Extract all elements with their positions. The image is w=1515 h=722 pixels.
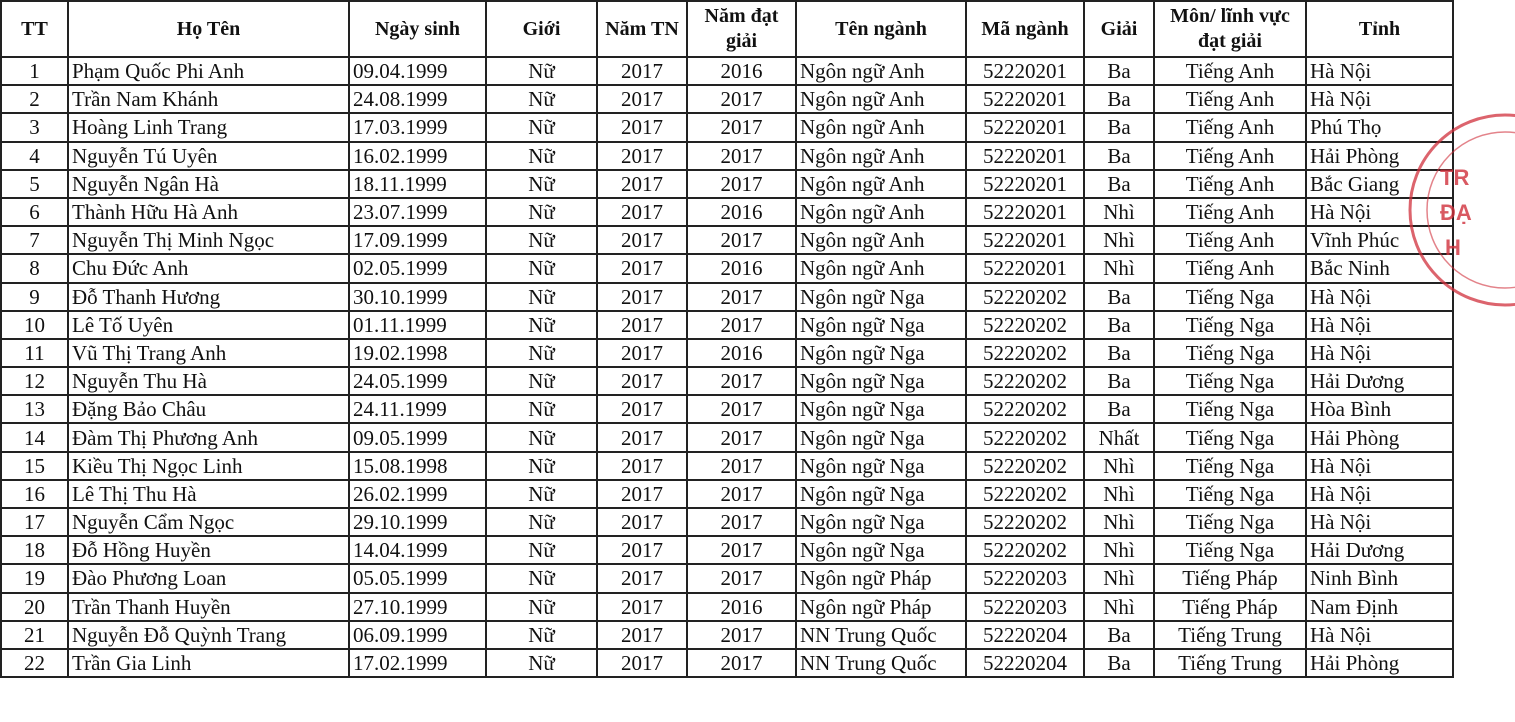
cell-award-year: 2017 [687, 395, 796, 423]
cell-major: Ngôn ngữ Nga [796, 480, 966, 508]
cell-major-code: 52220201 [966, 85, 1084, 113]
cell-name: Đàm Thị Phương Anh [68, 423, 349, 451]
cell-name: Thành Hữu Hà Anh [68, 198, 349, 226]
table-row [1, 367, 1453, 395]
table-row [1, 536, 1453, 564]
cell-major-code: 52220202 [966, 480, 1084, 508]
cell-field: Tiếng Nga [1154, 423, 1306, 451]
cell-dob: 05.05.1999 [349, 564, 486, 592]
cell-major: Ngôn ngữ Anh [796, 85, 966, 113]
cell-name: Đỗ Hồng Huyền [68, 536, 349, 564]
header-gender: Giới [486, 1, 597, 57]
cell-prize: Nhì [1084, 254, 1154, 282]
cell-name: Hoàng Linh Trang [68, 113, 349, 141]
cell-major-code: 52220204 [966, 621, 1084, 649]
cell-field: Tiếng Anh [1154, 170, 1306, 198]
table-row [1, 564, 1453, 592]
cell-gender: Nữ [486, 649, 597, 677]
cell-field: Tiếng Trung [1154, 621, 1306, 649]
header-row [1, 1, 1453, 57]
cell-award-year: 2017 [687, 85, 796, 113]
cell-major: Ngôn ngữ Anh [796, 198, 966, 226]
cell-major-code: 52220202 [966, 339, 1084, 367]
cell-field: Tiếng Nga [1154, 452, 1306, 480]
header-major-code: Mã ngành [966, 1, 1084, 57]
cell-award-year: 2017 [687, 283, 796, 311]
cell-gender: Nữ [486, 395, 597, 423]
cell-dob: 15.08.1998 [349, 452, 486, 480]
cell-grad-year: 2017 [597, 339, 687, 367]
cell-major: Ngôn ngữ Pháp [796, 593, 966, 621]
cell-prize: Ba [1084, 142, 1154, 170]
table-row [1, 311, 1453, 339]
header-province: Tỉnh [1306, 1, 1453, 57]
cell-prize: Nhì [1084, 452, 1154, 480]
cell-gender: Nữ [486, 480, 597, 508]
cell-province: Hà Nội [1306, 85, 1453, 113]
cell-tt: 10 [1, 311, 68, 339]
cell-gender: Nữ [486, 311, 597, 339]
cell-prize: Nhì [1084, 564, 1154, 592]
table-row [1, 113, 1453, 141]
cell-province: Nam Định [1306, 593, 1453, 621]
cell-prize: Ba [1084, 649, 1154, 677]
cell-grad-year: 2017 [597, 170, 687, 198]
cell-prize: Nhì [1084, 480, 1154, 508]
cell-major: NN Trung Quốc [796, 621, 966, 649]
cell-dob: 02.05.1999 [349, 254, 486, 282]
table-row [1, 226, 1453, 254]
cell-province: Hải Phòng [1306, 423, 1453, 451]
cell-major-code: 52220201 [966, 113, 1084, 141]
cell-major: Ngôn ngữ Anh [796, 57, 966, 85]
cell-award-year: 2017 [687, 508, 796, 536]
cell-grad-year: 2017 [597, 621, 687, 649]
cell-grad-year: 2017 [597, 311, 687, 339]
cell-field: Tiếng Anh [1154, 198, 1306, 226]
cell-award-year: 2016 [687, 254, 796, 282]
cell-name: Nguyễn Ngân Hà [68, 170, 349, 198]
svg-text:H: H [1445, 235, 1461, 260]
cell-name: Nguyễn Cẩm Ngọc [68, 508, 349, 536]
cell-major-code: 52220202 [966, 508, 1084, 536]
cell-grad-year: 2017 [597, 226, 687, 254]
table-row [1, 423, 1453, 451]
cell-tt: 15 [1, 452, 68, 480]
cell-province: Hải Phòng [1306, 142, 1453, 170]
cell-major-code: 52220202 [966, 283, 1084, 311]
cell-tt: 21 [1, 621, 68, 649]
table-row [1, 452, 1453, 480]
cell-field: Tiếng Anh [1154, 226, 1306, 254]
cell-grad-year: 2017 [597, 564, 687, 592]
cell-province: Hà Nội [1306, 283, 1453, 311]
header-tt: TT [1, 1, 68, 57]
cell-dob: 23.07.1999 [349, 198, 486, 226]
cell-field: Tiếng Nga [1154, 536, 1306, 564]
cell-grad-year: 2017 [597, 452, 687, 480]
cell-field: Tiếng Nga [1154, 508, 1306, 536]
table-row [1, 254, 1453, 282]
cell-prize: Nhì [1084, 593, 1154, 621]
cell-field: Tiếng Nga [1154, 480, 1306, 508]
cell-province: Hòa Bình [1306, 395, 1453, 423]
cell-prize: Ba [1084, 170, 1154, 198]
cell-major: Ngôn ngữ Nga [796, 508, 966, 536]
cell-major-code: 52220202 [966, 536, 1084, 564]
cell-major: Ngôn ngữ Anh [796, 113, 966, 141]
cell-grad-year: 2017 [597, 423, 687, 451]
cell-name: Đặng Bảo Châu [68, 395, 349, 423]
cell-name: Trần Thanh Huyền [68, 593, 349, 621]
cell-tt: 16 [1, 480, 68, 508]
cell-province: Phú Thọ [1306, 113, 1453, 141]
table-row [1, 508, 1453, 536]
table-row [1, 170, 1453, 198]
cell-major: NN Trung Quốc [796, 649, 966, 677]
cell-tt: 8 [1, 254, 68, 282]
cell-name: Trần Gia Linh [68, 649, 349, 677]
cell-dob: 30.10.1999 [349, 283, 486, 311]
table-row [1, 57, 1453, 85]
cell-tt: 5 [1, 170, 68, 198]
cell-award-year: 2017 [687, 311, 796, 339]
cell-province: Hà Nội [1306, 508, 1453, 536]
cell-major-code: 52220201 [966, 170, 1084, 198]
cell-field: Tiếng Anh [1154, 113, 1306, 141]
cell-gender: Nữ [486, 283, 597, 311]
cell-gender: Nữ [486, 142, 597, 170]
header-major: Tên ngành [796, 1, 966, 57]
cell-field: Tiếng Pháp [1154, 593, 1306, 621]
cell-award-year: 2017 [687, 564, 796, 592]
cell-major: Ngôn ngữ Anh [796, 170, 966, 198]
cell-gender: Nữ [486, 226, 597, 254]
cell-major: Ngôn ngữ Pháp [796, 564, 966, 592]
cell-gender: Nữ [486, 170, 597, 198]
cell-province: Hà Nội [1306, 480, 1453, 508]
cell-major: Ngôn ngữ Nga [796, 311, 966, 339]
cell-major: Ngôn ngữ Nga [796, 536, 966, 564]
svg-text:ĐẠ: ĐẠ [1440, 200, 1472, 225]
cell-gender: Nữ [486, 339, 597, 367]
cell-prize: Ba [1084, 339, 1154, 367]
svg-text:TR: TR [1440, 165, 1470, 190]
cell-province: Hà Nội [1306, 452, 1453, 480]
cell-gender: Nữ [486, 57, 597, 85]
cell-gender: Nữ [486, 564, 597, 592]
cell-grad-year: 2017 [597, 480, 687, 508]
cell-major-code: 52220203 [966, 564, 1084, 592]
cell-prize: Nhì [1084, 226, 1154, 254]
cell-name: Nguyễn Thị Minh Ngọc [68, 226, 349, 254]
cell-province: Vĩnh Phúc [1306, 226, 1453, 254]
cell-major-code: 52220202 [966, 395, 1084, 423]
cell-major-code: 52220202 [966, 452, 1084, 480]
cell-grad-year: 2017 [597, 508, 687, 536]
cell-dob: 06.09.1999 [349, 621, 486, 649]
cell-province: Hải Dương [1306, 536, 1453, 564]
cell-grad-year: 2017 [597, 254, 687, 282]
cell-award-year: 2017 [687, 170, 796, 198]
cell-field: Tiếng Pháp [1154, 564, 1306, 592]
table-row [1, 339, 1453, 367]
cell-field: Tiếng Anh [1154, 254, 1306, 282]
header-prize: Giải [1084, 1, 1154, 57]
cell-dob: 26.02.1999 [349, 480, 486, 508]
header-name: Họ Tên [68, 1, 349, 57]
cell-name: Lê Thị Thu Hà [68, 480, 349, 508]
cell-major: Ngôn ngữ Anh [796, 142, 966, 170]
cell-dob: 19.02.1998 [349, 339, 486, 367]
header-field: Môn/ lĩnh vực đạt giải [1154, 1, 1306, 57]
cell-dob: 27.10.1999 [349, 593, 486, 621]
cell-award-year: 2016 [687, 339, 796, 367]
cell-tt: 6 [1, 198, 68, 226]
cell-grad-year: 2017 [597, 283, 687, 311]
cell-award-year: 2017 [687, 621, 796, 649]
cell-grad-year: 2017 [597, 649, 687, 677]
cell-tt: 22 [1, 649, 68, 677]
cell-grad-year: 2017 [597, 57, 687, 85]
cell-major: Ngôn ngữ Nga [796, 339, 966, 367]
cell-name: Lê Tố Uyên [68, 311, 349, 339]
cell-prize: Nhì [1084, 508, 1154, 536]
cell-tt: 14 [1, 423, 68, 451]
table-row [1, 283, 1453, 311]
cell-major-code: 52220204 [966, 649, 1084, 677]
cell-name: Nguyễn Tú Uyên [68, 142, 349, 170]
cell-prize: Nhất [1084, 423, 1154, 451]
cell-major: Ngôn ngữ Nga [796, 395, 966, 423]
cell-major-code: 52220202 [966, 423, 1084, 451]
cell-award-year: 2017 [687, 226, 796, 254]
header-dob: Ngày sinh [349, 1, 486, 57]
cell-name: Trần Nam Khánh [68, 85, 349, 113]
cell-tt: 18 [1, 536, 68, 564]
cell-field: Tiếng Nga [1154, 339, 1306, 367]
cell-major-code: 52220201 [966, 198, 1084, 226]
cell-name: Nguyễn Thu Hà [68, 367, 349, 395]
cell-dob: 24.11.1999 [349, 395, 486, 423]
cell-gender: Nữ [486, 536, 597, 564]
cell-major-code: 52220201 [966, 254, 1084, 282]
cell-dob: 17.09.1999 [349, 226, 486, 254]
cell-major-code: 52220201 [966, 226, 1084, 254]
cell-province: Hà Nội [1306, 339, 1453, 367]
cell-dob: 17.03.1999 [349, 113, 486, 141]
cell-field: Tiếng Anh [1154, 142, 1306, 170]
cell-province: Hà Nội [1306, 57, 1453, 85]
cell-major: Ngôn ngữ Anh [796, 254, 966, 282]
cell-dob: 09.05.1999 [349, 423, 486, 451]
cell-field: Tiếng Nga [1154, 283, 1306, 311]
cell-major: Ngôn ngữ Nga [796, 423, 966, 451]
table-row [1, 621, 1453, 649]
cell-tt: 12 [1, 367, 68, 395]
cell-field: Tiếng Nga [1154, 311, 1306, 339]
cell-gender: Nữ [486, 254, 597, 282]
cell-province: Hải Phòng [1306, 649, 1453, 677]
cell-grad-year: 2017 [597, 536, 687, 564]
cell-major-code: 52220202 [966, 311, 1084, 339]
cell-tt: 20 [1, 593, 68, 621]
cell-name: Phạm Quốc Phi Anh [68, 57, 349, 85]
cell-award-year: 2017 [687, 142, 796, 170]
header-grad-year: Năm TN [597, 1, 687, 57]
cell-dob: 01.11.1999 [349, 311, 486, 339]
cell-award-year: 2017 [687, 367, 796, 395]
cell-field: Tiếng Nga [1154, 395, 1306, 423]
cell-prize: Ba [1084, 113, 1154, 141]
cell-tt: 13 [1, 395, 68, 423]
table-row [1, 85, 1453, 113]
cell-award-year: 2017 [687, 536, 796, 564]
cell-award-year: 2016 [687, 593, 796, 621]
cell-prize: Ba [1084, 621, 1154, 649]
cell-major-code: 52220201 [966, 142, 1084, 170]
cell-tt: 7 [1, 226, 68, 254]
cell-award-year: 2017 [687, 423, 796, 451]
cell-prize: Nhì [1084, 198, 1154, 226]
cell-grad-year: 2017 [597, 142, 687, 170]
cell-province: Hà Nội [1306, 311, 1453, 339]
cell-dob: 24.08.1999 [349, 85, 486, 113]
cell-prize: Nhì [1084, 536, 1154, 564]
cell-tt: 1 [1, 57, 68, 85]
cell-tt: 11 [1, 339, 68, 367]
cell-province: Hà Nội [1306, 621, 1453, 649]
cell-name: Nguyễn Đỗ Quỳnh Trang [68, 621, 349, 649]
cell-province: Ninh Bình [1306, 564, 1453, 592]
cell-prize: Ba [1084, 367, 1154, 395]
cell-prize: Ba [1084, 283, 1154, 311]
cell-grad-year: 2017 [597, 198, 687, 226]
cell-award-year: 2016 [687, 57, 796, 85]
cell-gender: Nữ [486, 593, 597, 621]
cell-province: Hải Dương [1306, 367, 1453, 395]
cell-award-year: 2017 [687, 452, 796, 480]
cell-gender: Nữ [486, 452, 597, 480]
cell-province: Bắc Giang [1306, 170, 1453, 198]
cell-name: Đào Phương Loan [68, 564, 349, 592]
table-row [1, 480, 1453, 508]
cell-major-code: 52220201 [966, 57, 1084, 85]
cell-grad-year: 2017 [597, 367, 687, 395]
cell-grad-year: 2017 [597, 85, 687, 113]
cell-tt: 2 [1, 85, 68, 113]
cell-field: Tiếng Nga [1154, 367, 1306, 395]
table-row [1, 593, 1453, 621]
cell-province: Bắc Ninh [1306, 254, 1453, 282]
cell-gender: Nữ [486, 367, 597, 395]
cell-tt: 17 [1, 508, 68, 536]
cell-award-year: 2016 [687, 198, 796, 226]
cell-province: Hà Nội [1306, 198, 1453, 226]
cell-prize: Ba [1084, 85, 1154, 113]
cell-name: Vũ Thị Trang Anh [68, 339, 349, 367]
cell-prize: Ba [1084, 395, 1154, 423]
cell-prize: Ba [1084, 57, 1154, 85]
cell-name: Đỗ Thanh Hương [68, 283, 349, 311]
cell-tt: 3 [1, 113, 68, 141]
cell-gender: Nữ [486, 423, 597, 451]
cell-field: Tiếng Anh [1154, 85, 1306, 113]
cell-field: Tiếng Anh [1154, 57, 1306, 85]
cell-field: Tiếng Trung [1154, 649, 1306, 677]
cell-major-code: 52220202 [966, 367, 1084, 395]
table-row [1, 198, 1453, 226]
cell-name: Kiều Thị Ngọc Linh [68, 452, 349, 480]
cell-tt: 9 [1, 283, 68, 311]
header-award-year: Năm đạt giải [687, 1, 796, 57]
cell-tt: 4 [1, 142, 68, 170]
cell-dob: 14.04.1999 [349, 536, 486, 564]
cell-dob: 29.10.1999 [349, 508, 486, 536]
cell-name: Chu Đức Anh [68, 254, 349, 282]
cell-gender: Nữ [486, 113, 597, 141]
cell-award-year: 2017 [687, 649, 796, 677]
table-row [1, 142, 1453, 170]
cell-dob: 17.02.1999 [349, 649, 486, 677]
cell-major-code: 52220203 [966, 593, 1084, 621]
cell-dob: 18.11.1999 [349, 170, 486, 198]
cell-major: Ngôn ngữ Anh [796, 226, 966, 254]
cell-major: Ngôn ngữ Nga [796, 367, 966, 395]
cell-grad-year: 2017 [597, 113, 687, 141]
cell-dob: 09.04.1999 [349, 57, 486, 85]
cell-major: Ngôn ngữ Nga [796, 283, 966, 311]
cell-dob: 24.05.1999 [349, 367, 486, 395]
cell-award-year: 2017 [687, 113, 796, 141]
cell-grad-year: 2017 [597, 593, 687, 621]
cell-tt: 19 [1, 564, 68, 592]
table-row [1, 395, 1453, 423]
cell-dob: 16.02.1999 [349, 142, 486, 170]
cell-gender: Nữ [486, 198, 597, 226]
cell-gender: Nữ [486, 85, 597, 113]
cell-grad-year: 2017 [597, 395, 687, 423]
cell-gender: Nữ [486, 621, 597, 649]
cell-award-year: 2017 [687, 480, 796, 508]
table-row [1, 649, 1453, 677]
cell-prize: Ba [1084, 311, 1154, 339]
cell-major: Ngôn ngữ Nga [796, 452, 966, 480]
cell-gender: Nữ [486, 508, 597, 536]
